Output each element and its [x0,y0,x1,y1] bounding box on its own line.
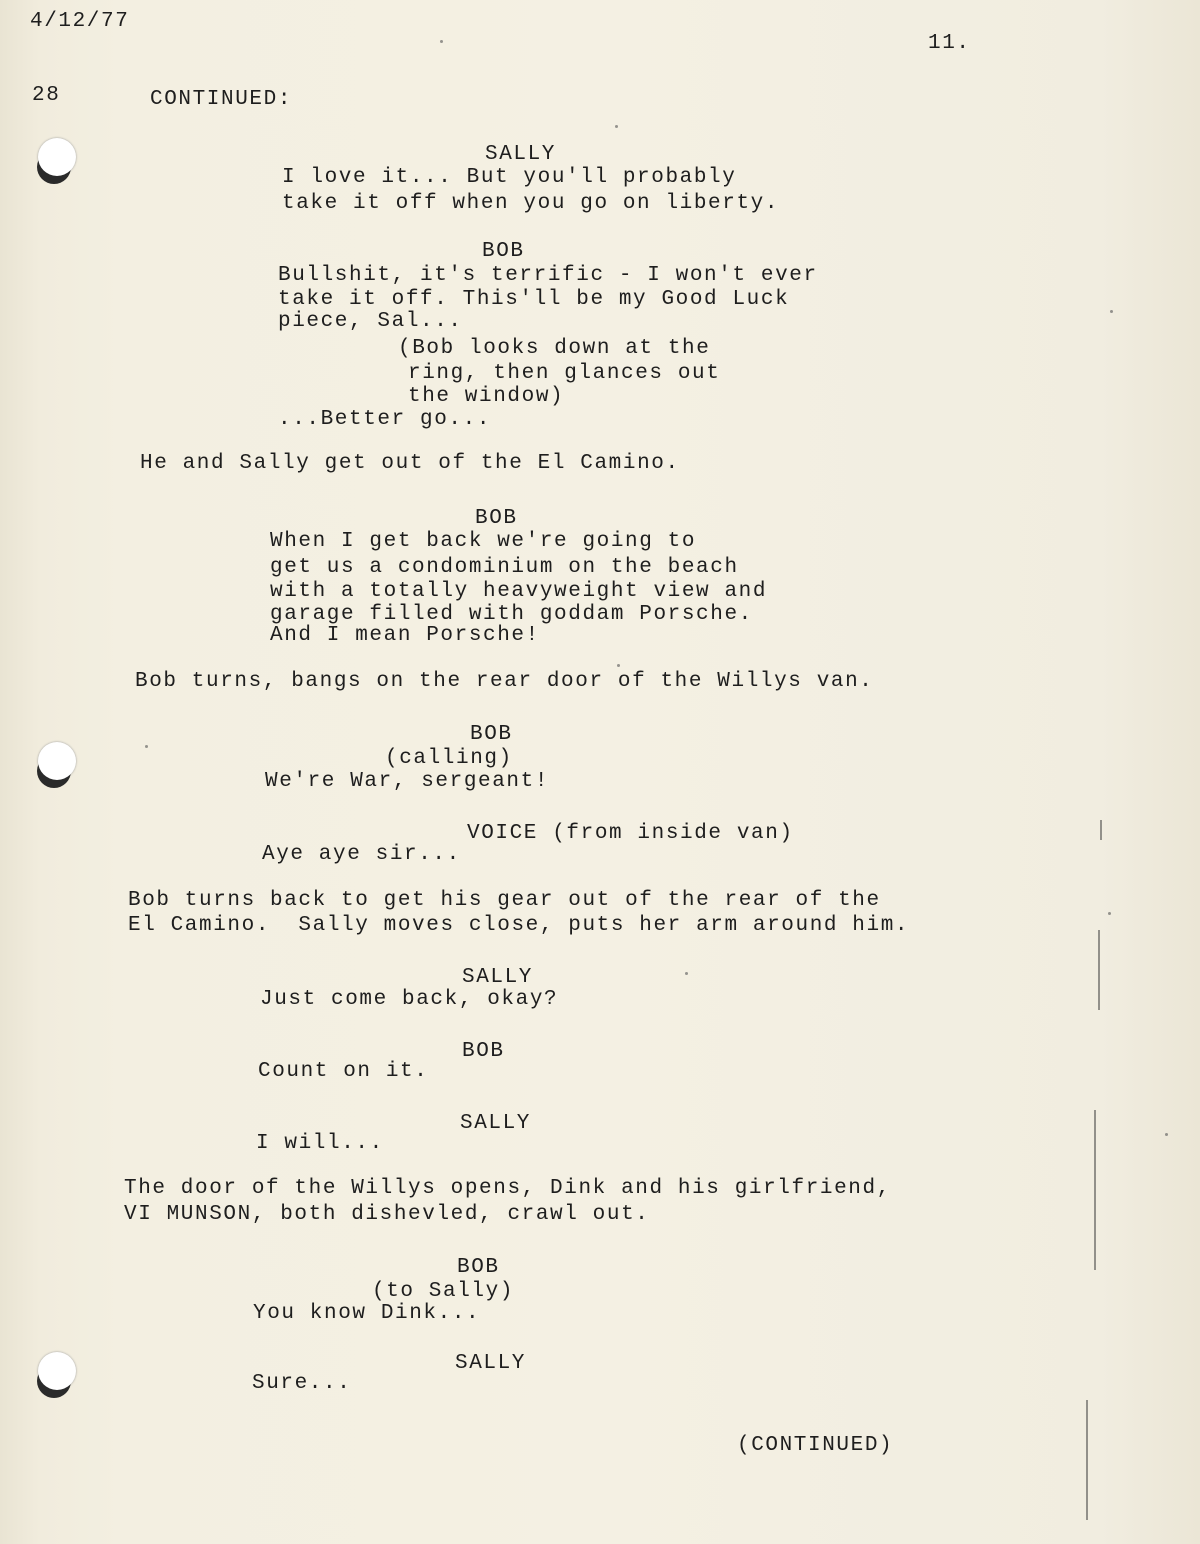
paper-speck [615,125,618,128]
binder-hole-bottom [38,1352,76,1390]
character-cue: BOB [475,507,518,530]
dialogue-line: When I get back we're going to [270,530,697,553]
action-line: El Camino. Sally moves close, puts her arm around him. [128,914,910,937]
dialogue-line: Count on it. [258,1060,429,1083]
dialogue-line: Just come back, okay? [260,988,559,1011]
parenthetical: the window) [408,385,565,408]
dialogue-line: garage filled with goddam Porsche. [270,603,753,626]
character-cue: BOB [462,1040,505,1063]
scene-number: 28 [32,84,61,107]
action-line: Bob turns, bangs on the rear door of the Willys van. [135,670,874,693]
paper-speck [685,972,688,975]
action-line: VI MUNSON, both dishevled, crawl out. [124,1203,650,1226]
dialogue-line: take it off. This'll be my Good Luck [278,288,790,311]
dialogue-line: Sure... [252,1372,352,1395]
dialogue-line: I love it... But you'll probably [282,166,737,189]
margin-mark [1094,1110,1096,1270]
dialogue-line: And I mean Porsche! [270,624,540,647]
binder-hole-middle [38,742,76,780]
paper-speck [1108,912,1111,915]
dialogue-line: We're War, sergeant! [265,770,550,793]
dialogue-line: Bullshit, it's terrific - I won't ever [278,264,818,287]
action-line: The door of the Willys opens, Dink and his girlfriend, [124,1177,891,1200]
dialogue-line: You know Dink... [253,1302,481,1325]
dialogue-line: I will... [256,1132,384,1155]
parenthetical: (to Sally) [372,1280,515,1303]
dialogue-line: Aye aye sir... [262,843,461,866]
continued-heading: CONTINUED: [150,88,293,111]
parenthetical: (calling) [385,747,513,770]
parenthetical: (Bob looks down at the [398,337,711,360]
margin-mark [1100,820,1102,840]
paper-speck [617,664,620,667]
page-number: 11. [928,32,971,55]
margin-mark [1098,930,1100,1010]
action-line: He and Sally get out of the El Camino. [140,452,680,475]
character-cue: BOB [470,723,513,746]
character-cue: BOB [482,240,525,263]
character-cue: SALLY [485,143,557,166]
header-date: 4/12/77 [30,10,130,33]
dialogue-line: ...Better go... [278,408,492,431]
margin-mark [1086,1400,1088,1520]
binder-hole-top [38,138,76,176]
dialogue-line: take it off when you go on liberty. [282,192,780,215]
character-cue: VOICE (from inside van) [467,822,794,845]
parenthetical: ring, then glances out [408,362,721,385]
dialogue-line: with a totally heavyweight view and [270,580,768,603]
paper-speck [440,40,443,43]
dialogue-line: get us a condominium on the beach [270,556,739,579]
continued-footer: (CONTINUED) [737,1434,894,1457]
action-line: Bob turns back to get his gear out of the rear of the [128,889,881,912]
paper-speck [145,745,148,748]
dialogue-line: piece, Sal... [278,310,463,333]
character-cue: SALLY [460,1112,532,1135]
character-cue: BOB [457,1256,500,1279]
paper-speck [1165,1133,1168,1136]
paper-speck [1110,310,1113,313]
character-cue: SALLY [462,966,534,989]
character-cue: SALLY [455,1352,527,1375]
